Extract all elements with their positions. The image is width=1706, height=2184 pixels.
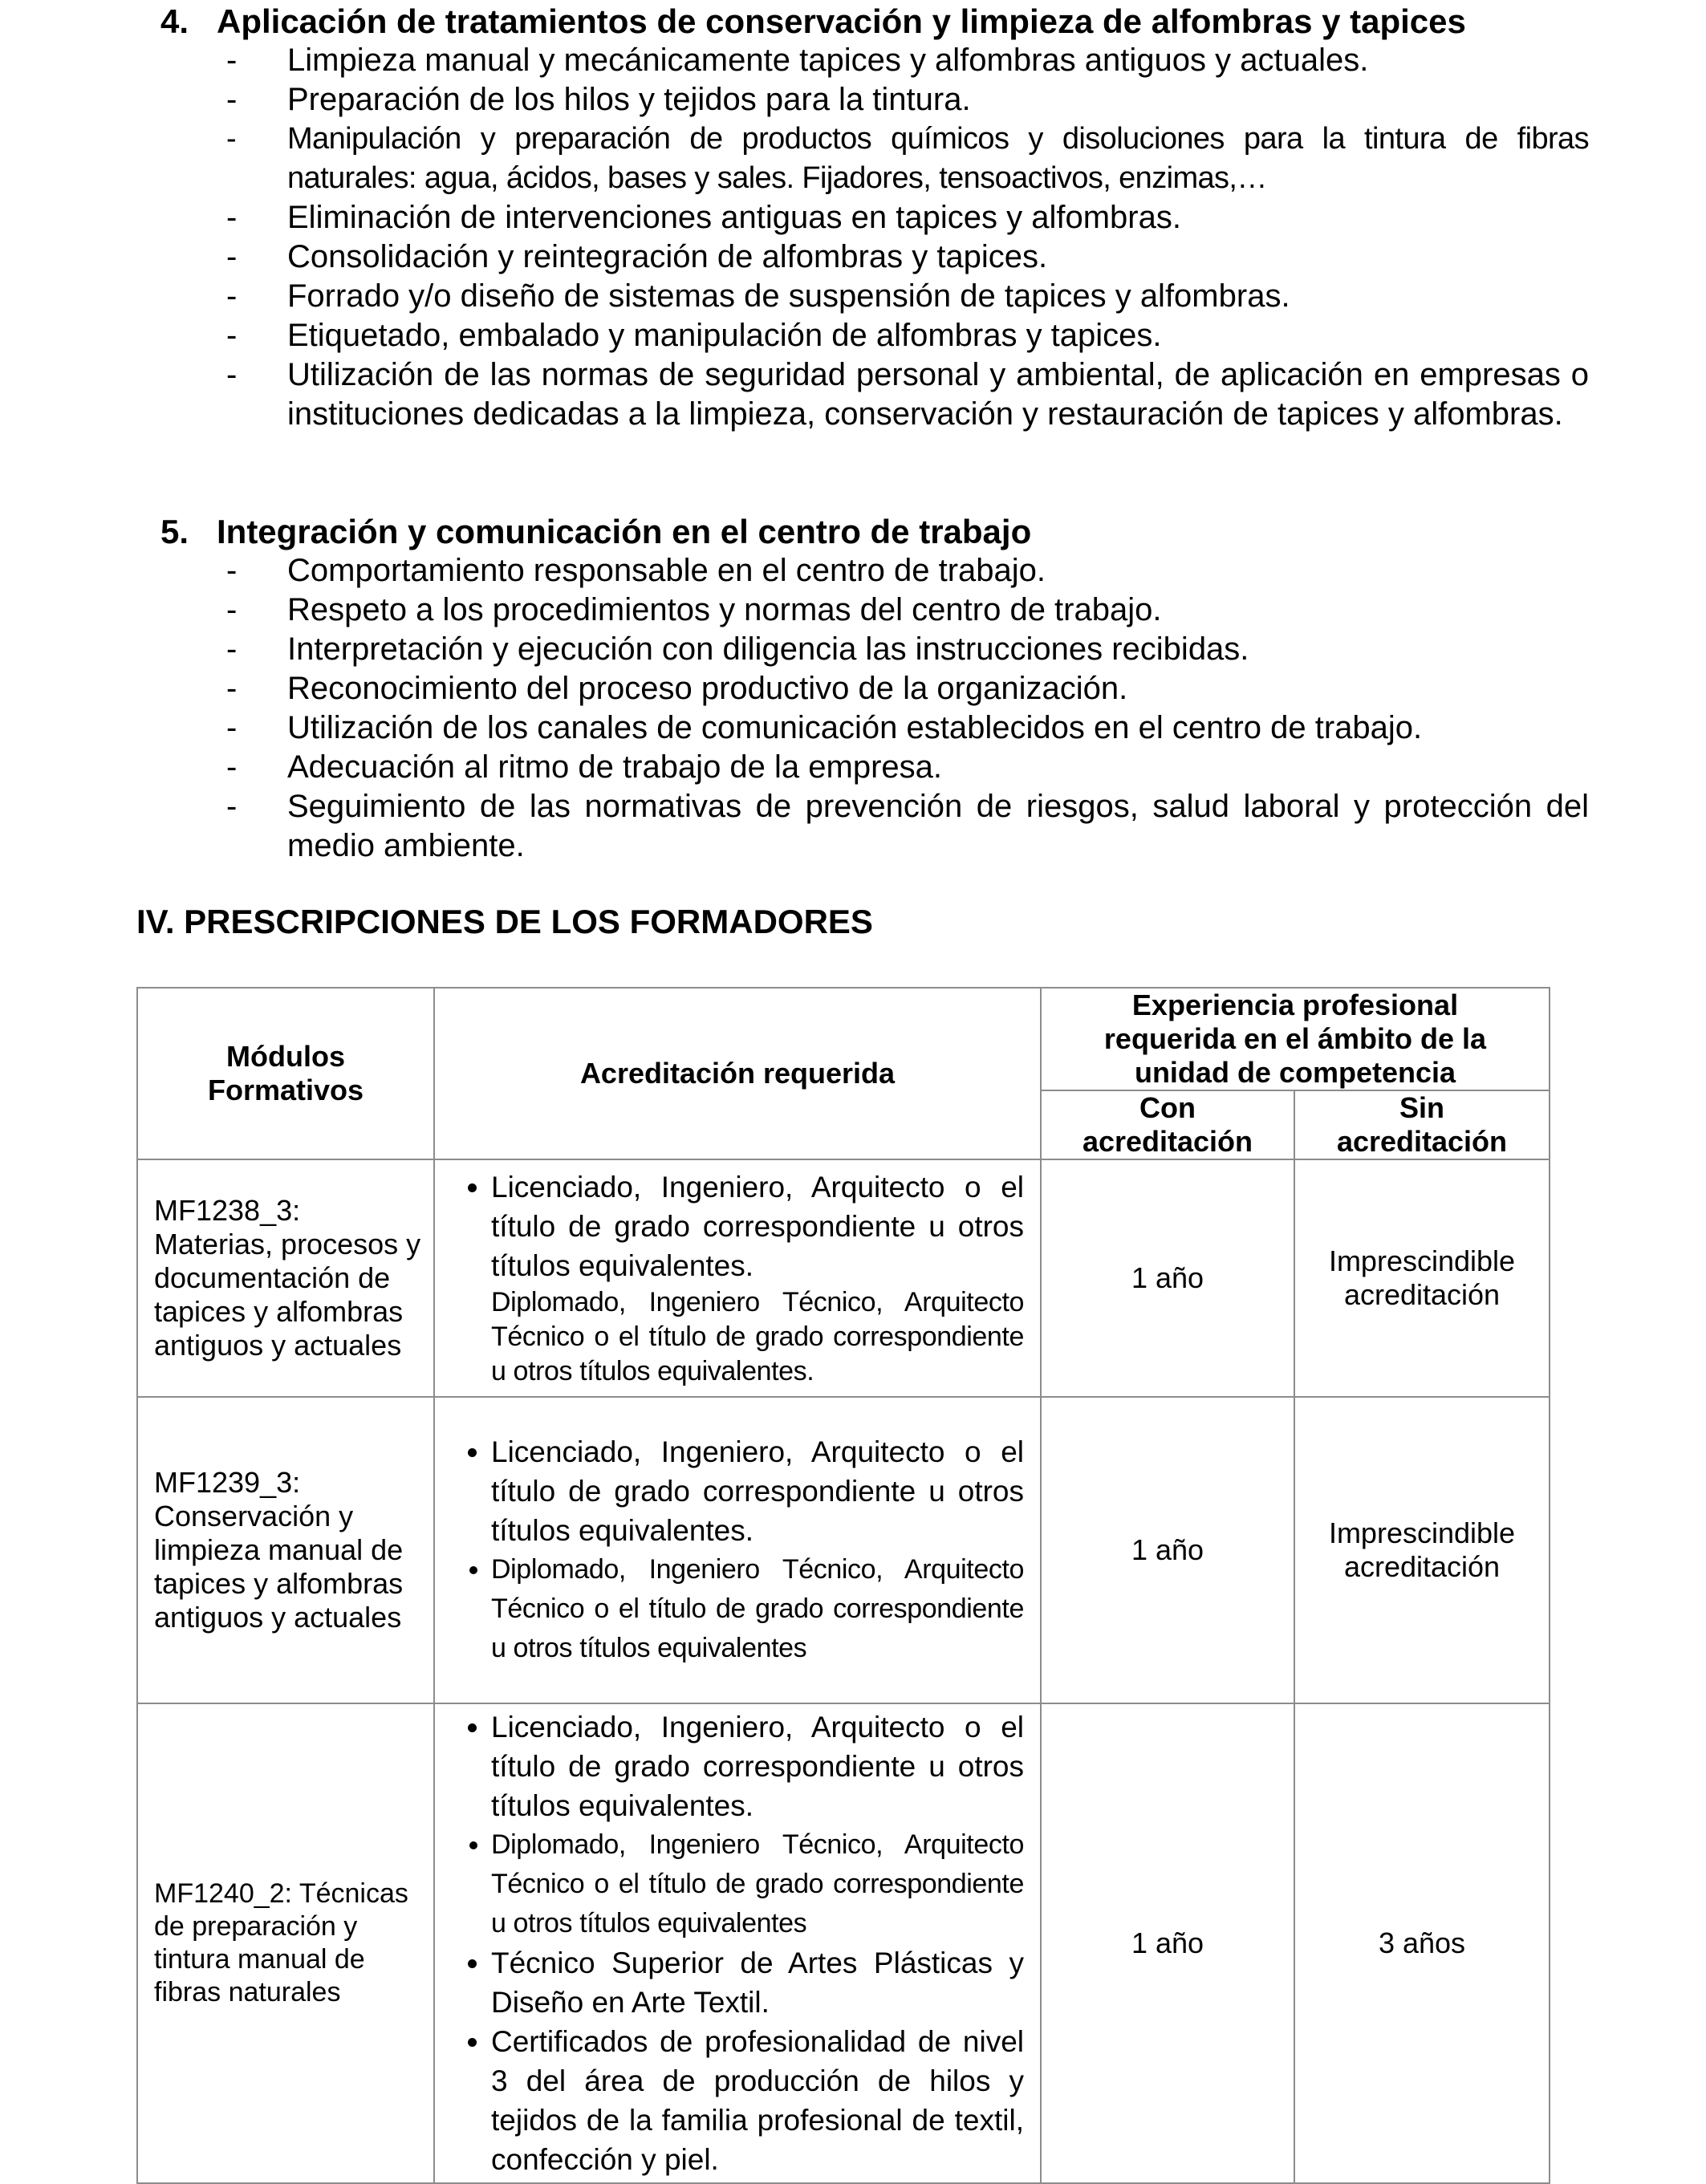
trainers-table xyxy=(136,987,1550,2184)
acreditacion-item: • Certificados de profesionalidad de nivel 3 del área de producción de hilos y tejidos de la familia profesional de textil, confección y piel. xyxy=(491,2022,1024,2179)
dash-bullet: - xyxy=(226,631,238,667)
dash-bullet: - xyxy=(226,671,238,706)
list-item-text: Preparación de los hilos y tejidos para la tintura. xyxy=(287,82,971,117)
list-item-text: Consolidación y reintegración de alfombras y tapices. xyxy=(287,239,1048,274)
list-item-text: Adecuación al ritmo de trabajo de la empresa. xyxy=(287,749,943,785)
list-item xyxy=(160,787,1589,866)
sin-acreditacion-cell: Imprescindible acreditación xyxy=(1294,1159,1550,1397)
dash-bullet: - xyxy=(226,122,237,156)
acreditacion-item: • Licenciado, Ingeniero, Arquitecto o el título de grado correspondiente u otros títulos equivalentes. xyxy=(491,1167,1024,1285)
con-acreditacion-cell: 1 año xyxy=(1041,1703,1294,2183)
list-item-text: Respeto a los procedimientos y normas del centro de trabajo. xyxy=(287,592,1162,627)
dash-bullet: - xyxy=(226,710,238,745)
sin-acreditacion-cell: Imprescindible acreditación xyxy=(1294,1397,1550,1703)
list-item xyxy=(160,708,1589,748)
acreditacion-cell xyxy=(434,1397,1041,1703)
list-item-text: Etiquetado, embalado y manipulación de alfombras y tapices. xyxy=(287,318,1162,353)
module-cell: MF1240_2: Técnicas de preparación y tintura manual de fibras naturales xyxy=(137,1703,434,2183)
list-item xyxy=(160,316,1589,355)
dash-bullet: - xyxy=(226,318,238,353)
module-cell: MF1239_3: Conservación y limpieza manual de tapices y alfombras antiguos y actuales xyxy=(137,1397,434,1703)
list-item xyxy=(160,669,1589,708)
list-item-text: Interpretación y ejecución con diligencia las instrucciones recibidas. xyxy=(287,631,1249,667)
acreditacion-item: • Licenciado, Ingeniero, Arquitecto o el título de grado correspondiente u otros títulos equivalentes. xyxy=(491,1432,1024,1550)
list-item xyxy=(160,120,1589,198)
acreditacion-list xyxy=(446,1432,1024,1668)
acreditacion-list xyxy=(446,1167,1024,1389)
section-5 xyxy=(160,512,1589,866)
acreditacion-list xyxy=(446,1707,1024,2179)
header-sin-acreditacion: Sin acreditación xyxy=(1294,1090,1550,1159)
section-5-number: 5. xyxy=(160,513,189,550)
header-con-acreditacion: Con acreditación xyxy=(1041,1090,1294,1159)
acreditacion-item: Diplomado, Ingeniero Técnico, Arquitecto Técnico o el título de grado correspondiente u otros títulos equivalentes. xyxy=(491,1287,1024,1386)
section-4-heading xyxy=(160,2,1589,41)
section-5-title: Integración y comunicación en el centro de trabajo xyxy=(217,513,1032,550)
list-item-text: Seguimiento de las normativas de prevención de riesgos, salud laboral y protección del medio ambiente. xyxy=(287,789,1589,863)
list-item xyxy=(160,198,1589,237)
acreditacion-item: • Diplomado, Ingeniero Técnico, Arquitecto Técnico o el título de grado correspondiente u otros títulos equivalentes xyxy=(491,1550,1024,1668)
list-item-text: Comportamiento responsable en el centro de trabajo. xyxy=(287,553,1046,588)
list-item xyxy=(160,41,1589,80)
list-item xyxy=(160,591,1589,630)
dash-bullet: - xyxy=(226,43,238,78)
acreditacion-item: • Técnico Superior de Artes Plásticas y Diseño en Arte Textil. xyxy=(491,1943,1024,2022)
list-item xyxy=(160,551,1589,591)
table-header-row xyxy=(137,988,1550,1090)
header-experiencia: Experiencia profesional requerida en el ámbito de la unidad de competencia xyxy=(1041,988,1550,1090)
list-item xyxy=(160,237,1589,277)
list-item-text: Utilización de las normas de seguridad personal y ambiental, de aplicación en empresas o instituciones dedicadas a la limpieza, conservación y restauración de tapices y alfombras. xyxy=(287,357,1589,432)
dash-bullet: - xyxy=(226,82,238,117)
acreditacion-item: • Diplomado, Ingeniero Técnico, Arquitecto Técnico o el título de grado correspondiente u otros títulos equivalentes xyxy=(491,1825,1024,1943)
dash-bullet: - xyxy=(226,592,238,627)
section-4-title: Aplicación de tratamientos de conservación y limpieza de alfombras y tapices xyxy=(217,2,1466,40)
table-row xyxy=(137,1159,1550,1397)
acreditacion-cell xyxy=(434,1703,1041,2183)
con-acreditacion-cell: 1 año xyxy=(1041,1397,1294,1703)
list-item-text: Utilización de los canales de comunicación establecidos en el centro de trabajo. xyxy=(287,710,1423,745)
dash-bullet: - xyxy=(226,239,238,274)
con-acreditacion-cell: 1 año xyxy=(1041,1159,1294,1397)
list-item-text: Limpieza manual y mecánicamente tapices y alfombras antiguos y actuales. xyxy=(287,43,1369,78)
dash-bullet: - xyxy=(226,357,238,392)
section-iv-title: IV. PRESCRIPCIONES DE LOS FORMADORES xyxy=(136,903,873,940)
section-4-number: 4. xyxy=(160,2,189,40)
list-item-text: Forrado y/o diseño de sistemas de suspensión de tapices y alfombras. xyxy=(287,278,1290,314)
dash-bullet: - xyxy=(226,789,238,824)
list-item xyxy=(160,630,1589,669)
sin-acreditacion-cell: 3 años xyxy=(1294,1703,1550,2183)
header-modulos: Módulos Formativos xyxy=(137,988,434,1159)
list-item xyxy=(160,277,1589,316)
header-acreditacion: Acreditación requerida xyxy=(434,988,1041,1159)
list-item-text: Manipulación y preparación de productos químicos y disoluciones para la tintura de fibras naturales: agua, ácidos, bases y sales. Fijadores, tensoactivos, enzimas,… xyxy=(287,122,1589,195)
list-item xyxy=(160,748,1589,787)
acreditacion-item: • Licenciado, Ingeniero, Arquitecto o el título de grado correspondiente u otros títulos equivalentes. xyxy=(491,1707,1024,1825)
module-cell: MF1238_3: Materias, procesos y documentación de tapices y alfombras antiguos y actuales xyxy=(137,1159,434,1397)
dash-bullet: - xyxy=(226,749,238,785)
acreditacion-cell xyxy=(434,1159,1041,1397)
section-5-heading xyxy=(160,512,1589,551)
list-item-text: Eliminación de intervenciones antiguas en tapices y alfombras. xyxy=(287,200,1181,235)
dash-bullet: - xyxy=(226,200,238,235)
list-item xyxy=(160,355,1589,434)
table-row xyxy=(137,1397,1550,1703)
dash-bullet: - xyxy=(226,553,238,588)
list-item-text: Reconocimiento del proceso productivo de la organización. xyxy=(287,671,1128,706)
dash-bullet: - xyxy=(226,278,238,314)
section-4 xyxy=(160,2,1589,434)
table-row xyxy=(137,1703,1550,2183)
list-item xyxy=(160,80,1589,120)
